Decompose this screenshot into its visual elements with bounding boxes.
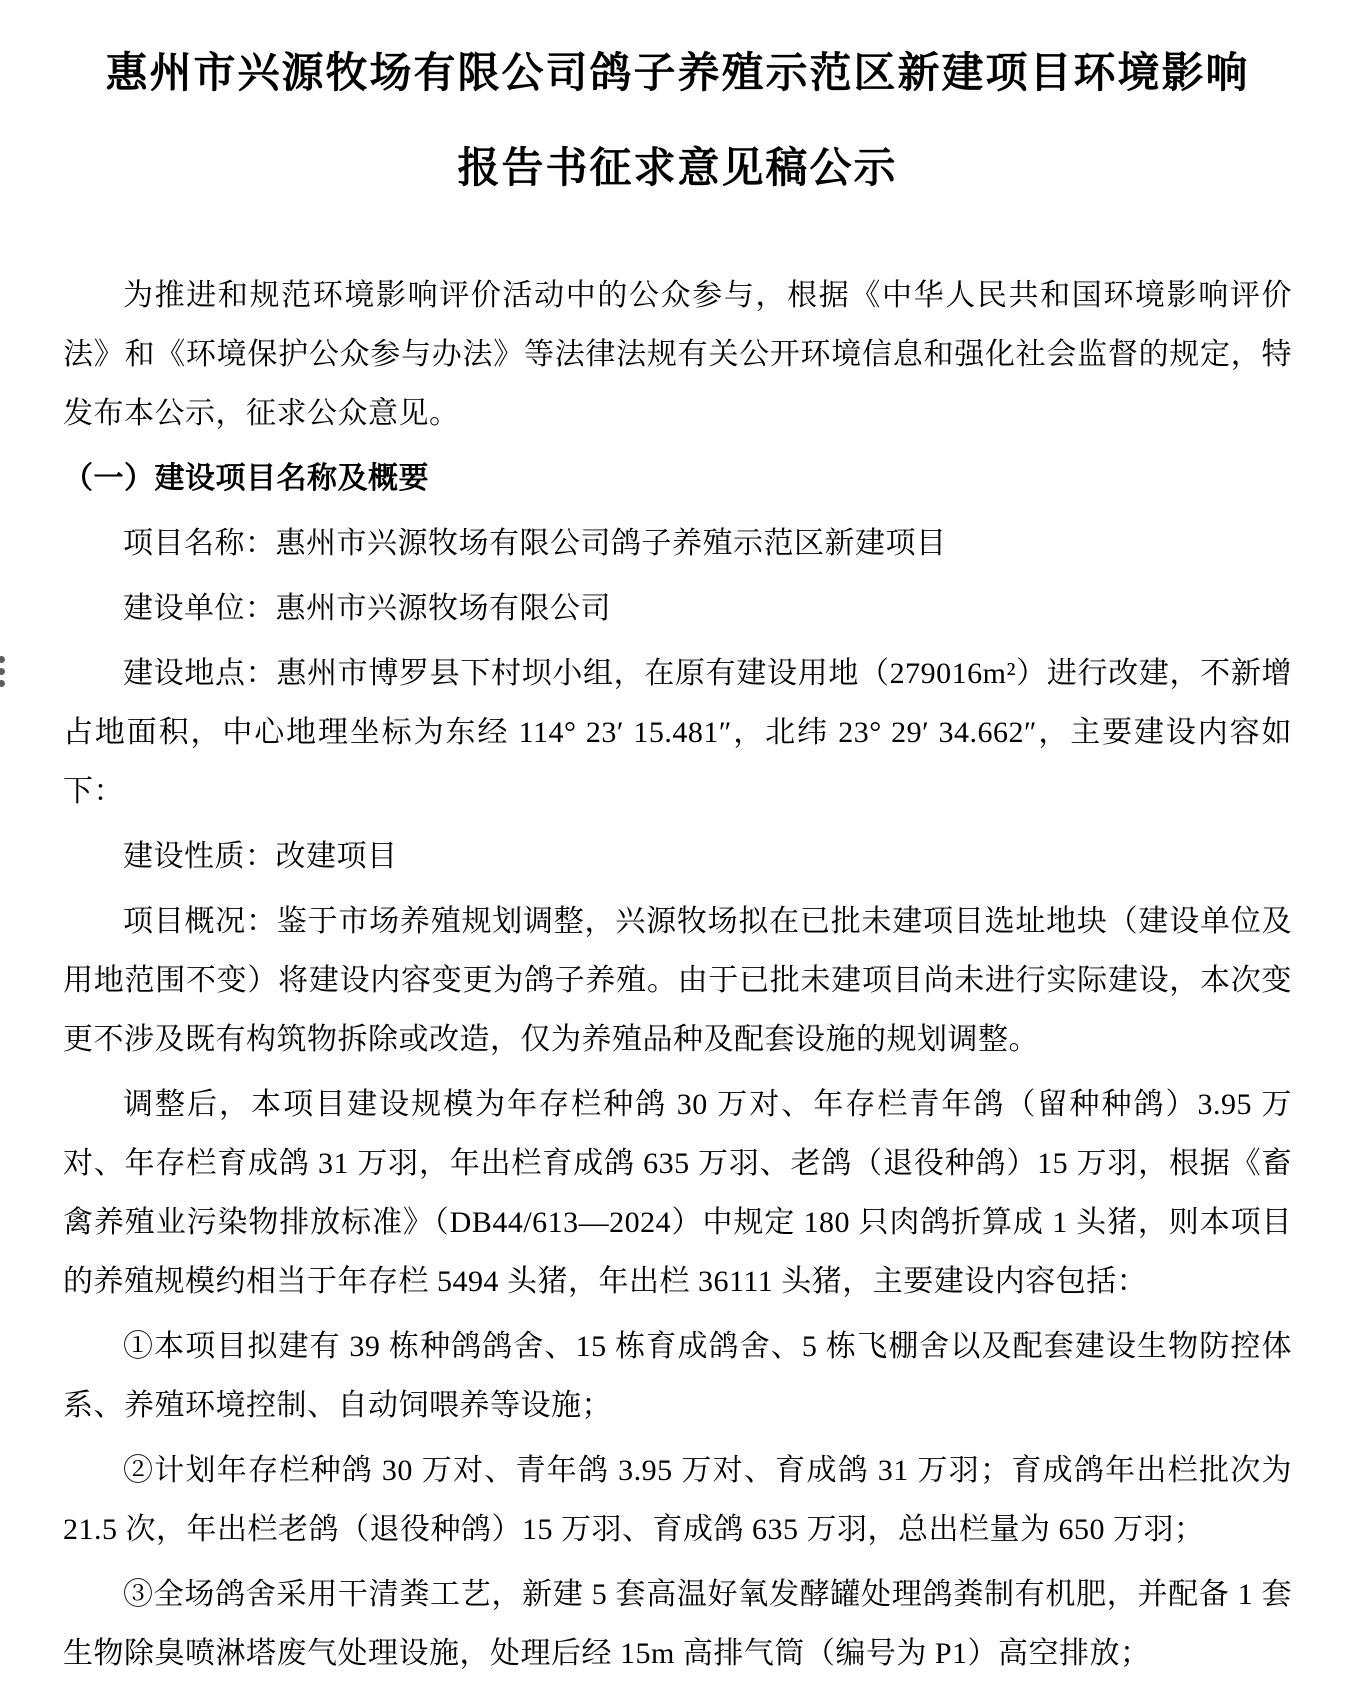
handle-dot xyxy=(0,656,5,663)
document-title xyxy=(63,25,1292,215)
project-overview-paragraph: 项目概况：鉴于市场养殖规划调整，兴源牧场拟在已批未建项目选址地块（建设单位及用地范围不变）将建设内容变更为鸽子养殖。由于已批未建项目尚未进行实际建设，本次变更不涉及既有构筑物拆除或改造，仅为养殖品种及配套设施的规划调整。 xyxy=(63,905,1292,1056)
intro-paragraph: 为推进和规范环境影响评价活动中的公众参与，根据《中华人民共和国环境影响评价法》和《环境保护公众参与办法》等法律法规有关公开环境信息和强化社会监督的规定，特发布本公示，征求公众意见。 xyxy=(63,279,1292,430)
handle-dot xyxy=(0,680,5,687)
adjusted-scale-paragraph: 调整后，本项目建设规模为年存栏种鸽 30 万对、年存栏青年鸽（留种种鸽）3.95 万对、年存栏育成鸽 31 万羽，年出栏育成鸽 635 万羽、老鸽（退役种鸽）15 万羽，根据《畜禽养殖业污染物排放标准》（DB44/613—2024）中规定 180 只肉鸽折算成 1 头猪，则本项目的养殖规模约相当于年存栏 5494 头猪，年出栏 36111 头猪，主要建设内容包括： xyxy=(63,1088,1292,1298)
paragraph-handle-dots[interactable] xyxy=(0,656,6,692)
document-body xyxy=(63,266,1292,1683)
project-name-line: 项目名称：惠州市兴源牧场有限公司鸽子养殖示范区新建项目 xyxy=(123,527,947,560)
construction-site-paragraph: 建设地点：惠州市博罗县下村坝小组，在原有建设用地（279016m²）进行改建，不新增占地面积，中心地理坐标为东经 114° 23′ 15.481″，北纬 23° 29′ 34.662″，主要建设内容如下： xyxy=(63,657,1292,808)
item-1-paragraph: ①本项目拟建有 39 栋种鸽鸽舍、15 栋育成鸽舍、5 栋飞棚舍以及配套建设生物防控体系、养殖环境控制、自动饲喂养等设施； xyxy=(63,1330,1292,1422)
item-2-paragraph: ②计划年存栏种鸽 30 万对、青年鸽 3.95 万对、育成鸽 31 万羽；育成鸽年出栏批次为 21.5 次，年出栏老鸽（退役种鸽）15 万羽、育成鸽 635 万羽，总出栏量为 650 万羽； xyxy=(63,1454,1292,1546)
document-title-line-2: 报告书征求意见稿公示 xyxy=(457,144,898,191)
construction-nature-line: 建设性质：改建项目 xyxy=(123,840,398,873)
handle-dot xyxy=(0,668,5,675)
section-1-heading: （一）建设项目名称及概要 xyxy=(63,462,429,495)
item-3-paragraph: ③全场鸽舍采用干清粪工艺，新建 5 套高温好氧发酵罐处理鸽粪制有机肥，并配备 1 套生物除臭喷淋塔废气处理设施，处理后经 15m 高排气筒（编号为 P1）高空排放； xyxy=(63,1578,1292,1670)
document-title-line-1: 惠州市兴源牧场有限公司鸽子养殖示范区新建项目环境影响 xyxy=(105,49,1250,96)
construction-unit-line: 建设单位：惠州市兴源牧场有限公司 xyxy=(123,592,611,625)
